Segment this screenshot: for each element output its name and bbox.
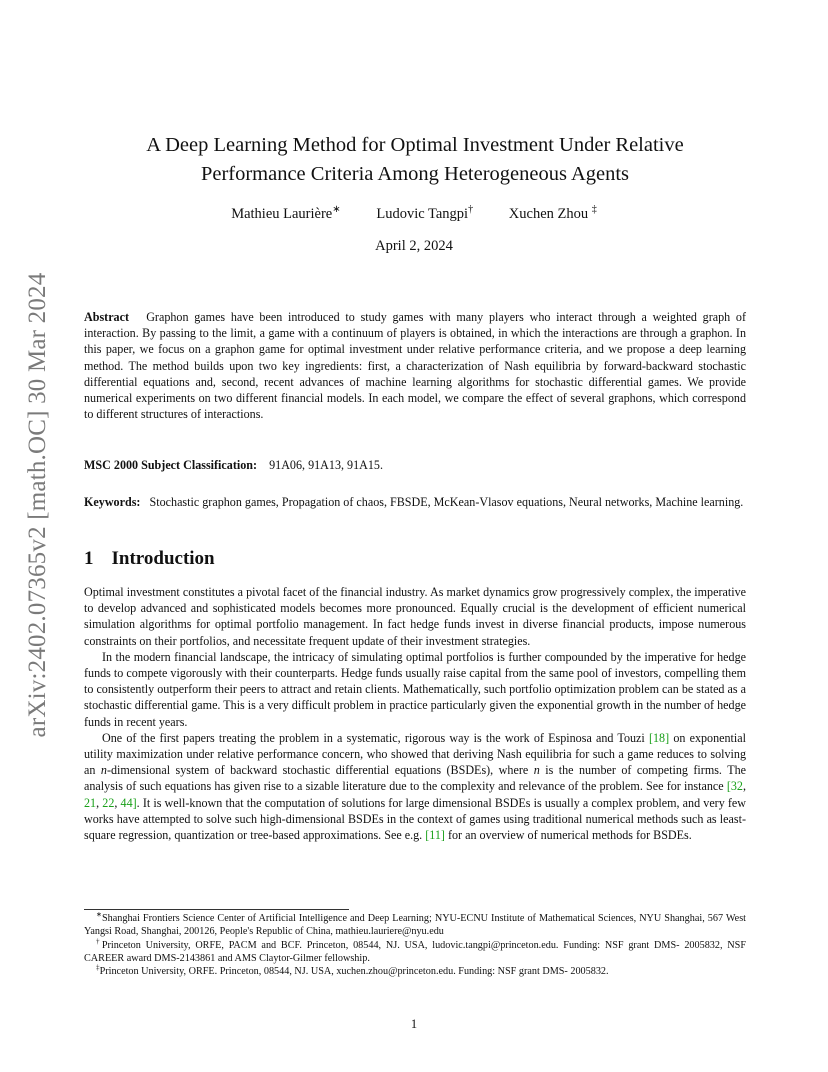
paragraph-3: One of the first papers treating the problem in a systematic, rigorous way is the work of Espinosa and Touzi [18] on exponential utility maximization under relative performance concern, who showed that deriving Nash equilibria for such a game reduces to solving an n-dimensional system of backward stochastic differential equations (BSDEs), where n is the number of competing firms. The analysis of such equations has given rise to a sizable literature due to the complexity and relevance of the problem. See for instance [32, 21, 22, 44]. It is well-known that the computation of solutions for large dimensional BSDEs is usually a complex problem, and very few works have attempted to solve such high-dimensional BSDEs in the context of games using traditional numerical methods such as least-square regression, quantization or tree-based approximations. See e.g. [11] for an overview of numerical methods for BSDEs. xyxy=(84,730,747,843)
arxiv-identifier: arXiv:2402.07365v2 [math.OC] 30 Mar 2024 xyxy=(24,272,51,738)
author-name: Xuchen Zhou xyxy=(508,206,589,222)
author-name: Mathieu Laurière xyxy=(231,206,333,222)
section-title: Introduction xyxy=(111,548,215,569)
section-body xyxy=(84,584,746,843)
title-line-1: A Deep Learning Method for Optimal Investment Under Relative xyxy=(146,134,684,156)
footnote-text: Princeton University, ORFE, PACM and BCF. Princeton, 08544, NJ. USA, ludovic.tangpi@princeton.edu. Funding: NSF grant DMS- 2005832, NSF CAREER award DMS-2143861 and AMS Claytor-Gilmer fellowship. xyxy=(84,939,746,964)
citation-link[interactable]: 22 xyxy=(102,795,115,810)
footnote-mark: † xyxy=(96,937,102,946)
footnote-text: Shanghai Frontiers Science Center of Artificial Intelligence and Deep Learning; NYU-ECNU Institute of Mathematical Sciences, NYU Shanghai, 567 West Yangsi Road, Shanghai, 200126, People's Republic of China, mathieu.lauriere@nyu.edu xyxy=(84,913,746,938)
footnotes xyxy=(84,912,746,978)
paper-date: April 2, 2024 xyxy=(375,238,453,254)
citation-link[interactable]: 21 xyxy=(84,795,97,810)
msc-label: MSC 2000 Subject Classification: xyxy=(84,458,258,472)
paragraph-1: Optimal investment constitutes a pivotal facet of the financial industry. As market dynamics grow progressively complex, the imperative to develop advanced and sophisticated models becomes more pronounced. Equally crucial is the development of efficient numerical simulation algorithms for optimal portfolio management. In fact hedge funds invest in diverse financial products, impose numerous constraints on their portfolios, and necessitate frequent update of their investment strategies. xyxy=(84,585,746,648)
author-name: Ludovic Tangpi xyxy=(376,206,469,222)
footnote-3 xyxy=(84,965,746,978)
footnote-mark: † xyxy=(468,204,474,216)
citation-link[interactable]: 44] xyxy=(120,795,137,810)
footnote-1 xyxy=(84,912,746,939)
msc-value: 91A06, 91A13, 91A15. xyxy=(269,458,383,472)
keywords-label: Keywords: xyxy=(84,495,141,509)
math-variable: n xyxy=(100,763,107,778)
keywords-value: Stochastic graphon games, Propagation of chaos, FBSDE, McKean-Vlasov equations, Neural networks, Machine learning. xyxy=(149,495,744,509)
section-number: 1 xyxy=(84,548,94,569)
author-list xyxy=(0,206,828,223)
footnote-2 xyxy=(84,939,746,966)
msc-classification xyxy=(84,457,746,473)
text-run: It is well-known that the computation of solutions for large dimensional BSDEs is usually a complex problem, and very few works have attempted to solve such high-dimensional BSDEs in the context of games using traditional numerical methods such as least-square regression, quantization or tree-based approximations. See e.g. xyxy=(84,795,747,843)
paper-title xyxy=(90,131,740,189)
arxiv-sidebar xyxy=(20,265,56,745)
text-run: on exponential utility maximization under relative performance concern, who showed that deriving Nash equilibria for such a game reduces to solving an xyxy=(84,730,747,778)
citation-link[interactable]: [11] xyxy=(425,828,445,843)
footnote-text: Princeton University, ORFE. Princeton, 08544, NJ. USA, xuchen.zhou@princeton.edu. Funding: NSF grant DMS- 2005832. xyxy=(99,966,609,978)
page-number: 1 xyxy=(410,1017,418,1031)
title-line-2: Performance Criteria Among Heterogeneous Agents xyxy=(200,163,630,185)
text-run: -dimensional system of backward stochastic differential equations (BSDEs), where xyxy=(106,763,529,778)
citation-link[interactable]: [18] xyxy=(648,730,670,745)
footnote-mark: ‡ xyxy=(96,963,100,972)
abstract xyxy=(84,309,746,422)
author-1 xyxy=(231,206,341,223)
abstract-text: Graphon games have been introduced to study games with many players who interact through a weighted graph of interaction. By passing to the limit, a game with a continuum of players is obtained, in which the interactions are through a graphon. In this paper, we focus on a graphon game for optimal investment under relative performance criteria, and we propose a deep learning method. The method builds upon two key ingredients: first, a characterization of Nash equilibria by forward-backward stochastic differential equations and, second, recent advances of machine learning algorithms for stochastic differential games. We provide numerical experiments on two different financial models. In each model, we compare the effect of several graphons, which correspond to different structures of interactions. xyxy=(84,310,746,422)
footnote-mark: ∗ xyxy=(96,910,102,919)
footnote-mark: ∗ xyxy=(332,204,341,216)
author-2 xyxy=(376,206,473,223)
math-variable: n xyxy=(533,763,540,778)
section-heading xyxy=(84,548,215,570)
abstract-label: Abstract xyxy=(84,310,130,324)
citation-link[interactable]: [32 xyxy=(726,779,743,794)
author-3 xyxy=(509,206,597,223)
paragraph-2: In the modern financial landscape, the intricacy of simulating optimal portfolios is further compounded by the imperative for hedge funds to compete vigorously with their counterparts. Hedge funds usually raise capital from the same pool of investors, compelling them to consistently outperform their peers to attract and retain clients. Mathematically, such portfolio optimization problem can be stated as a stochastic differential game. This is a very difficult problem in practice particularly given the exponential growth in the number of hedge funds in recent years. xyxy=(84,649,746,729)
keywords xyxy=(84,494,746,510)
footnote-mark: ‡ xyxy=(591,204,597,216)
footnote-divider xyxy=(84,909,349,910)
text-run: for an overview of numerical methods for BSDEs. xyxy=(447,828,692,843)
text-run: is the number of competing firms. The analysis of such equations has given rise to a sizable literature due to the complexity and relevance of the problem. See for instance xyxy=(84,763,747,794)
text-run: One of the first papers treating the problem in a systematic, rigorous way is the work of Espinosa and Touzi xyxy=(102,730,645,745)
